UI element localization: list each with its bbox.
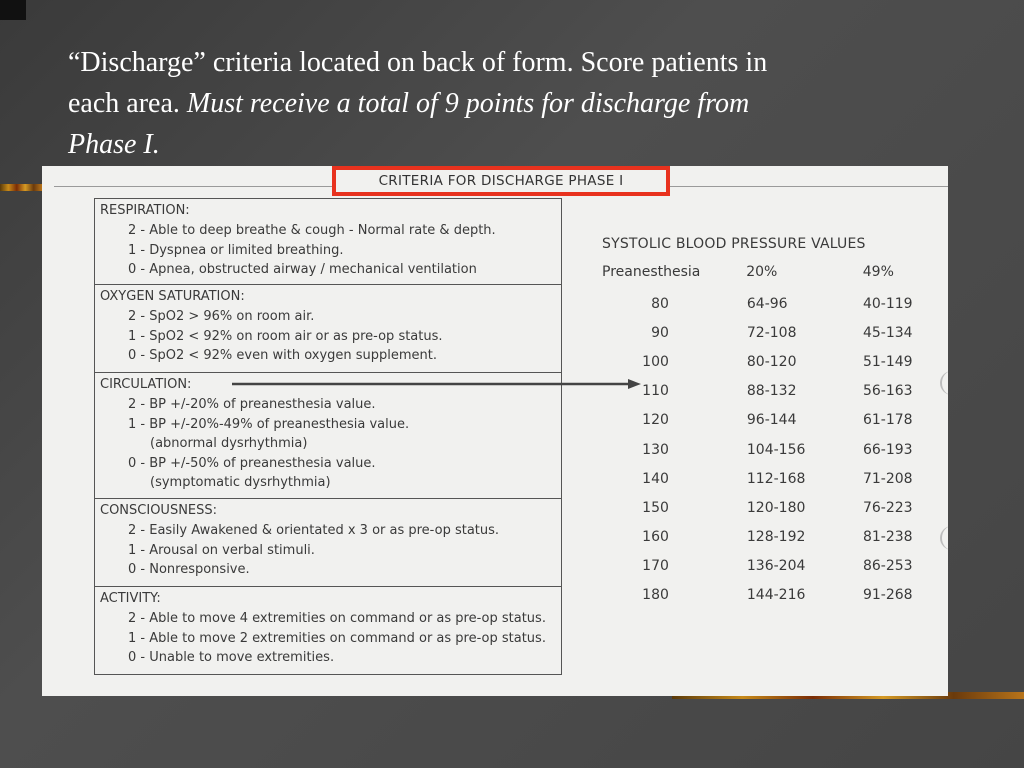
bp-cell-20: 112-168 (746, 470, 806, 487)
bp-cell-49: 45-134 (862, 324, 913, 341)
bp-cell-preanesthesia: 160 (642, 529, 669, 546)
criteria-section (95, 373, 561, 499)
bp-cell-preanesthesia: 100 (642, 353, 669, 370)
bp-table-row (602, 581, 922, 610)
criteria-line: 2 - Easily Awakened & orientated x 3 or as pre-op status. (128, 523, 500, 538)
slide-text-line-2 (68, 83, 948, 124)
bp-table-row (602, 377, 922, 406)
bp-cell-preanesthesia: 110 (642, 383, 669, 400)
bp-cell-49: 81-238 (862, 529, 913, 546)
criteria-line: 1 - Arousal on verbal stimuli. (128, 542, 315, 558)
criteria-section (95, 199, 561, 285)
form-title: CRITERIA FOR DISCHARGE PHASE I (378, 173, 624, 189)
slide-text-line-1: “Discharge” criteria located on back of form. Score patients in (68, 47, 768, 78)
bp-cell-preanesthesia: 180 (642, 587, 669, 604)
criteria-section (95, 285, 561, 373)
bp-header-49: 49% (862, 264, 894, 280)
criteria-table (94, 198, 562, 675)
bp-cell-49: 40-119 (862, 295, 913, 312)
form-title-highlight (332, 166, 670, 196)
bp-cell-49: 86-253 (862, 558, 913, 575)
corner-decoration (0, 0, 26, 20)
bp-cell-preanesthesia: 140 (642, 470, 669, 487)
criteria-line: 0 - Nonresponsive. (128, 562, 250, 577)
bp-cell-20: 80-120 (746, 353, 797, 370)
circulation-arrow (232, 378, 642, 390)
decorative-stripe-left (0, 184, 42, 191)
bp-cell-20: 120-180 (746, 499, 806, 516)
discharge-criteria-form-image (42, 166, 948, 696)
criteria-line: 2 - SpO2 > 96% on room air. (128, 309, 315, 324)
bp-cell-49: 71-208 (862, 470, 913, 487)
bp-cell-49: 56-163 (862, 383, 913, 400)
slide-text-line-3-italic: Phase I. (68, 129, 160, 160)
bp-cell-20: 88-132 (746, 383, 797, 400)
criteria-line: 1 - SpO2 < 92% on room air or as pre-op status. (128, 328, 443, 344)
criteria-section-heading: OXYGEN SATURATION: (100, 289, 245, 304)
bp-cell-49: 61-178 (862, 412, 913, 429)
criteria-section-heading: RESPIRATION: (100, 203, 190, 218)
slide-body-text (68, 42, 948, 165)
bp-table-row (602, 318, 922, 347)
bp-cell-49: 91-268 (862, 587, 913, 604)
slide-text-line-2-plain: each area. (68, 88, 187, 119)
punch-hole-mark (940, 526, 948, 550)
bp-table-row (602, 347, 922, 376)
criteria-line: 2 - BP +/-20% of preanesthesia value. (128, 397, 376, 412)
bp-values-table (602, 234, 922, 610)
criteria-section-heading: CONSCIOUSNESS: (100, 503, 218, 518)
bp-cell-preanesthesia: 120 (642, 412, 669, 429)
bp-table-row (602, 493, 922, 522)
criteria-line: 2 - Able to deep breathe & cough - Normal rate & depth. (128, 223, 496, 238)
criteria-line: 1 - Dyspnea or limited breathing. (128, 242, 344, 258)
bp-cell-49: 51-149 (862, 353, 913, 370)
bp-cell-preanesthesia: 150 (642, 499, 669, 516)
criteria-line: 2 - Able to move 4 extremities on command or as pre-op status. (128, 611, 546, 626)
bp-table-title: SYSTOLIC BLOOD PRESSURE VALUES (602, 236, 866, 252)
bp-cell-20: 104-156 (746, 441, 806, 458)
criteria-section-heading: CIRCULATION: (100, 377, 192, 392)
criteria-line: 0 - Unable to move extremities. (128, 650, 335, 665)
bp-cell-49: 76-223 (862, 499, 913, 516)
bp-table-row (602, 523, 922, 552)
bp-table-body (602, 289, 922, 610)
criteria-line: 1 - BP +/-20%-49% of preanesthesia value. (128, 416, 410, 432)
bp-header-20: 20% (746, 264, 778, 280)
bp-cell-20: 128-192 (746, 529, 806, 546)
bp-table-row (602, 552, 922, 581)
bp-table-row (602, 464, 922, 493)
bp-cell-preanesthesia: 80 (651, 295, 669, 312)
criteria-section (95, 587, 561, 675)
criteria-line: 0 - BP +/-50% of preanesthesia value. (128, 455, 376, 471)
bp-cell-20: 96-144 (746, 412, 797, 429)
bp-cell-20: 144-216 (746, 587, 806, 604)
punch-hole-mark (940, 371, 948, 395)
criteria-line: 1 - Able to move 2 extremities on command or as pre-op status. (128, 630, 546, 646)
bp-cell-preanesthesia: 130 (642, 441, 669, 458)
bp-cell-preanesthesia: 170 (642, 558, 669, 575)
bp-table-row (602, 406, 922, 435)
slide-text-line-2-italic: Must receive a total of 9 points for discharge from (186, 88, 750, 119)
bp-cell-20: 64-96 (746, 295, 788, 312)
slide-text-line-3 (68, 124, 948, 165)
bp-cell-20: 136-204 (746, 558, 806, 575)
criteria-line: (symptomatic dysrhythmia) (150, 475, 331, 490)
criteria-section (95, 499, 561, 587)
criteria-line: 0 - Apnea, obstructed airway / mechanical ventilation (128, 262, 477, 277)
bp-table-row (602, 435, 922, 464)
bp-header-preanesthesia: Preanesthesia (602, 264, 701, 280)
bp-table-header-row (602, 260, 922, 284)
criteria-line: (abnormal dysrhythmia) (150, 436, 308, 451)
criteria-line: 0 - SpO2 < 92% even with oxygen supplement. (128, 348, 438, 363)
bp-cell-preanesthesia: 90 (651, 324, 669, 341)
criteria-section-heading: ACTIVITY: (100, 591, 161, 606)
bp-cell-49: 66-193 (862, 441, 913, 458)
bp-table-row (602, 289, 922, 318)
bp-cell-20: 72-108 (746, 324, 797, 341)
